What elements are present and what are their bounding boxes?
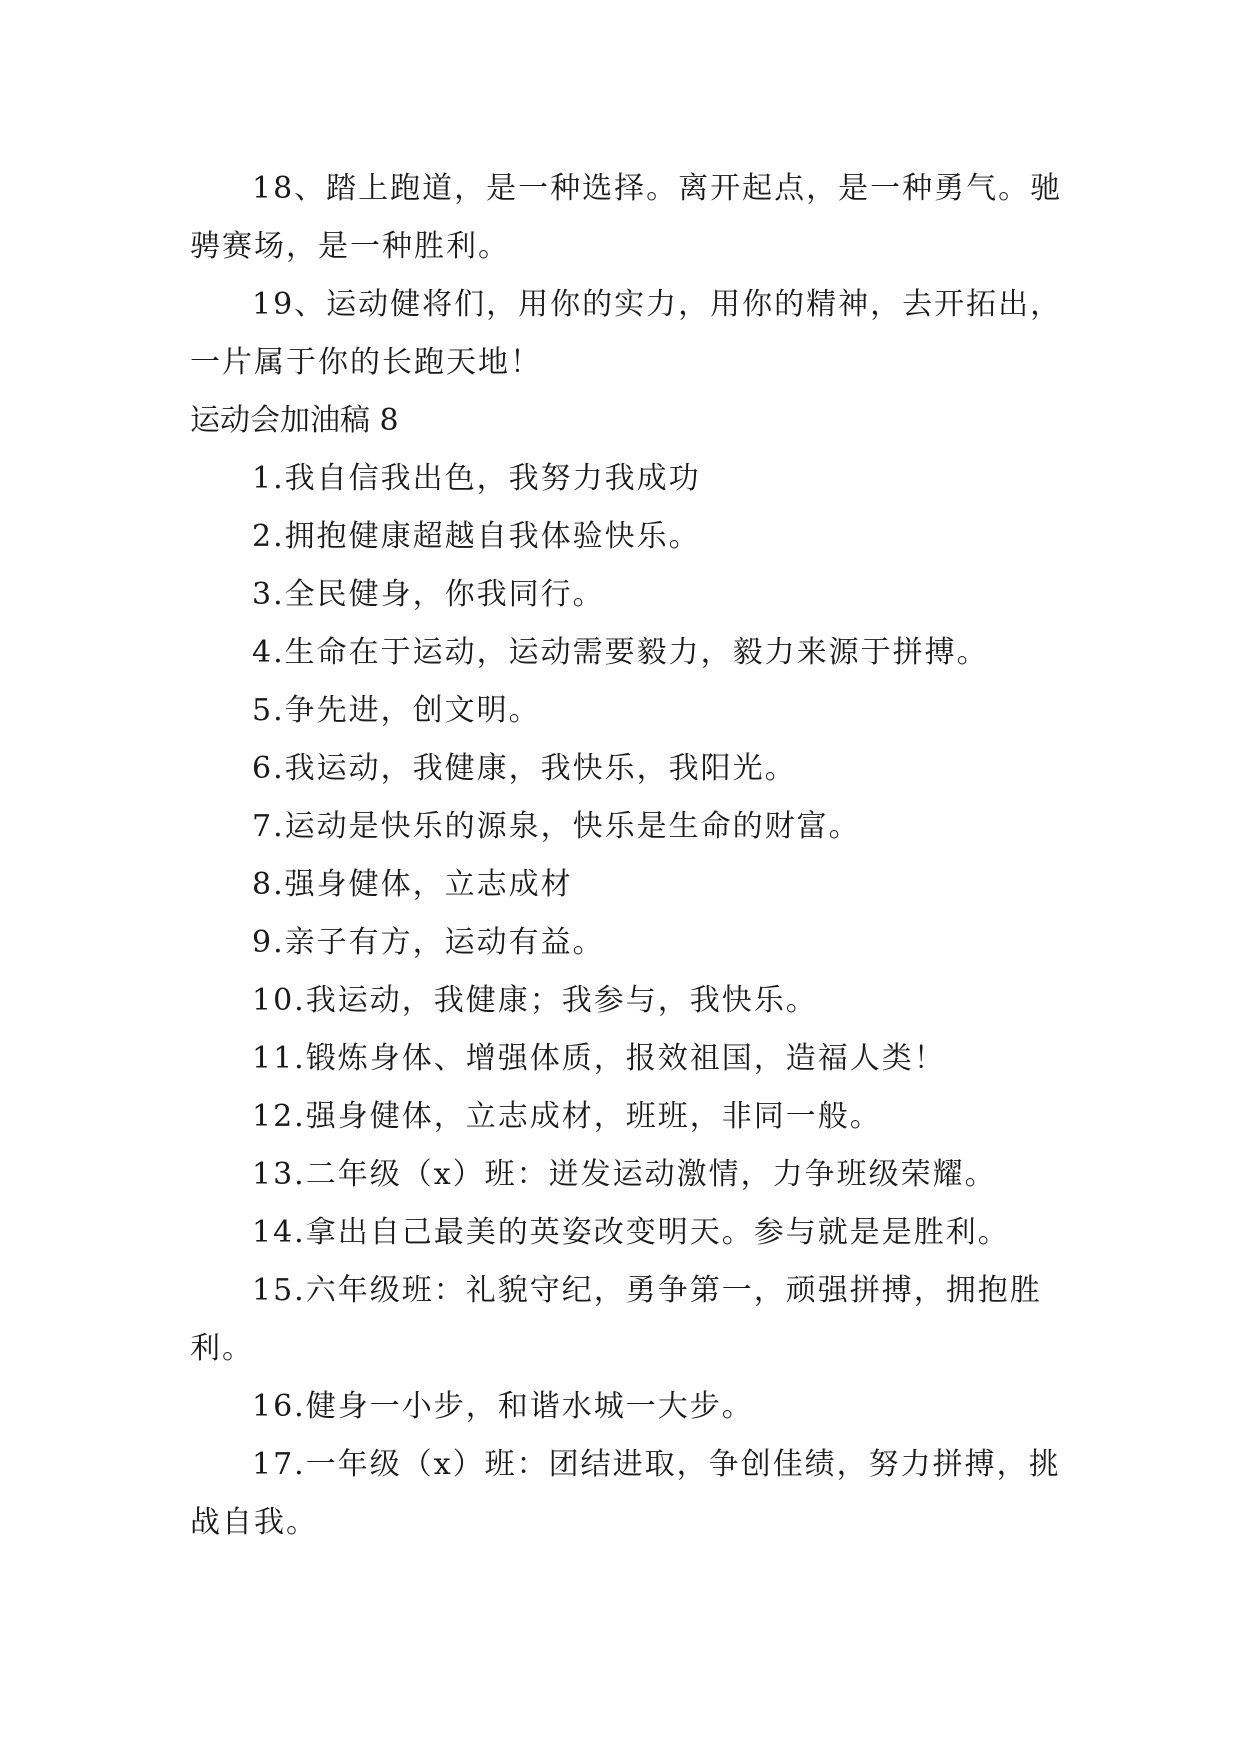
paragraph-slogan-18: 18、踏上跑道，是一种选择。离开起点，是一种勇气。驰骋赛场，是一种胜利。 <box>190 171 1063 264</box>
list-item: 8.强身健体，立志成材 <box>252 867 573 902</box>
list-item: 4.生命在于运动，运动需要毅力，毅力来源于拼搏。 <box>252 635 989 670</box>
list-item: 7.运动是快乐的源泉，快乐是生命的财富。 <box>252 809 861 844</box>
list-item: 1.我自信我出色，我努力我成功 <box>252 461 701 496</box>
list-item: 6.我运动，我健康，我快乐，我阳光。 <box>252 751 797 786</box>
list-item: 9.亲子有方，运动有益。 <box>252 925 605 960</box>
list-item: 15.六年级班：礼貌守纪，勇争第一，顽强拼搏，拥抱胜利。 <box>190 1273 1042 1366</box>
list-item: 11.锻炼身体、增强体质，报效祖国，造福人类！ <box>252 1041 946 1076</box>
list-item: 14.拿出自己最美的英姿改变明天。参与就是是胜利。 <box>252 1215 1010 1250</box>
list-item: 13.二年级（x）班：迸发运动激情，力争班级荣耀。 <box>252 1157 997 1192</box>
list-item: 12.强身健体，立志成材，班班，非同一般。 <box>252 1099 882 1134</box>
list-item: 10.我运动，我健康；我参与，我快乐。 <box>252 983 818 1018</box>
list-item: 17.一年级（x）班：团结进取，争创佳绩，努力拼搏，挑战自我。 <box>190 1447 1061 1540</box>
list-item: 16.健身一小步，和谐水城一大步。 <box>252 1389 754 1424</box>
section-heading: 运动会加油稿 8 <box>190 403 399 438</box>
list-item: 5.争先进，创文明。 <box>252 693 541 728</box>
document-body <box>190 160 1070 1552</box>
list-item: 2.拥抱健康超越自我体验快乐。 <box>252 519 701 554</box>
paragraph-slogan-19: 19、运动健将们，用你的实力，用你的精神，去开拓出，一片属于你的长跑天地！ <box>190 287 1063 380</box>
list-item: 3.全民健身，你我同行。 <box>252 577 605 612</box>
